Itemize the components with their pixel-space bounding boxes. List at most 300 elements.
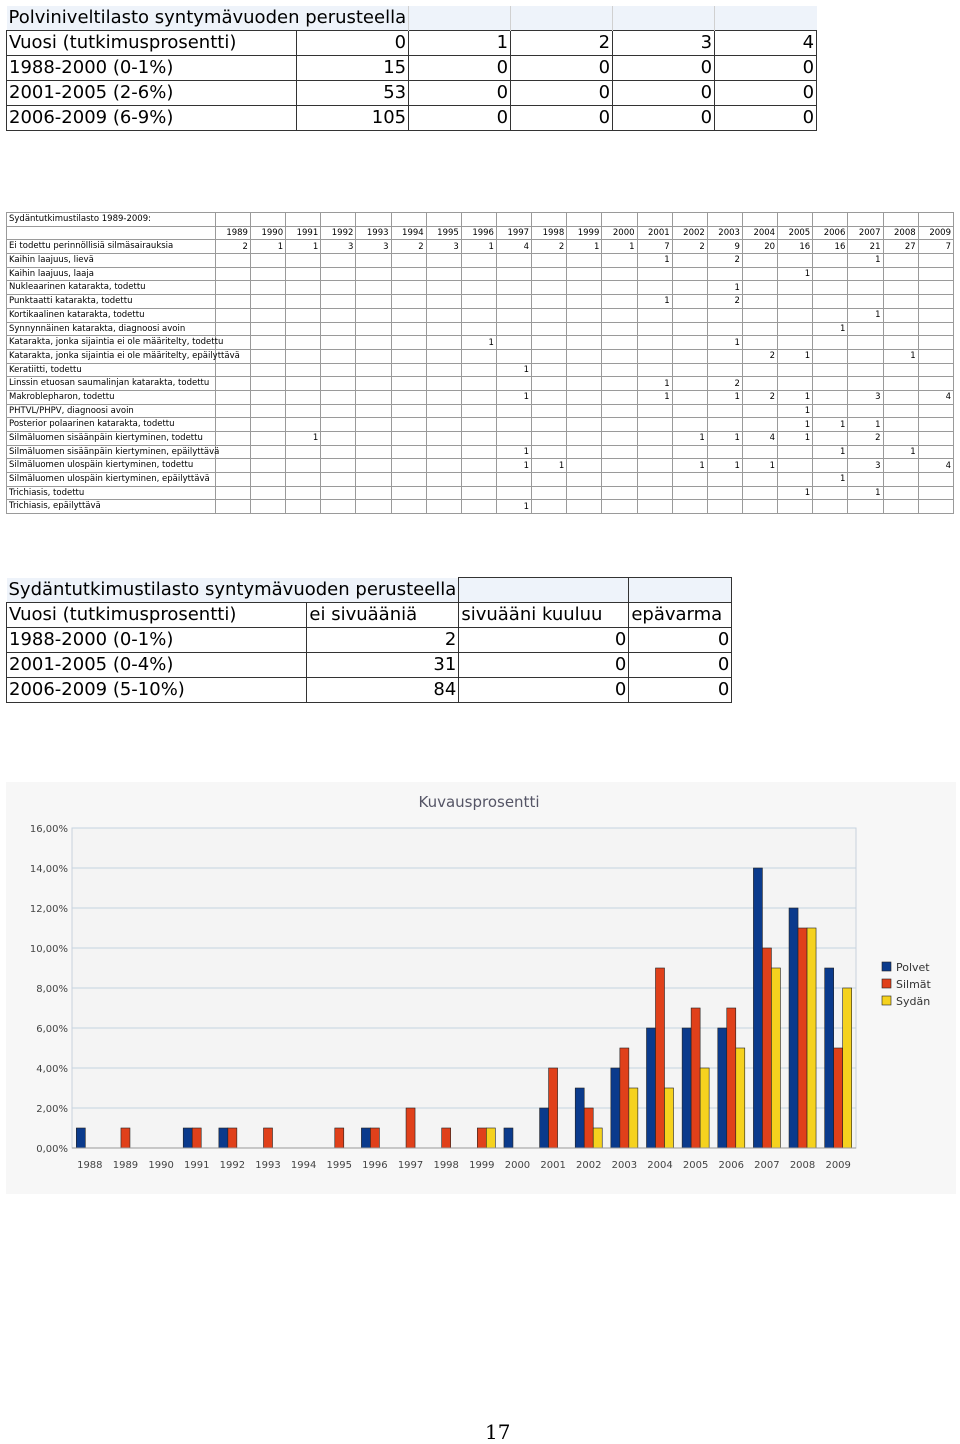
polvi-header-cell: 3 (613, 31, 715, 56)
table-cell (321, 404, 356, 418)
sydan-table (6, 577, 732, 703)
table-cell (215, 295, 250, 309)
row-label: Punktaatti katarakta, todettu (9, 296, 133, 307)
table-cell (637, 267, 672, 281)
table-cell (532, 363, 567, 377)
table-cell (567, 445, 602, 459)
table-cell (391, 486, 426, 500)
table-cell (532, 418, 567, 432)
table-cell (356, 418, 391, 432)
bar-silmät (727, 1008, 736, 1148)
table-cell (496, 473, 531, 487)
table-cell (321, 322, 356, 336)
table-cell (918, 336, 953, 350)
row-label: Posterior polaarinen katarakta, todettu (9, 419, 175, 430)
table-cell (813, 404, 848, 418)
table-cell (707, 486, 742, 500)
table-cell (742, 254, 777, 268)
year-header-cell: 2008 (883, 226, 918, 240)
table-cell (778, 473, 813, 487)
table-row (7, 336, 954, 350)
table-cell (461, 404, 496, 418)
y-tick-label: 4,00% (36, 1064, 68, 1075)
table-cell (567, 473, 602, 487)
x-tick-label: 1991 (184, 1160, 210, 1171)
table-cell (918, 486, 953, 500)
table-cell: 27 (883, 240, 918, 254)
table-cell (532, 322, 567, 336)
sydan-cell: 2001-2005 (0-4%) (7, 653, 307, 678)
table-cell (567, 363, 602, 377)
table-cell (778, 254, 813, 268)
table-row (7, 267, 954, 281)
table-cell (250, 459, 285, 473)
table-cell (848, 445, 883, 459)
row-label: Katarakta, jonka sijaintia ei ole määritelty, epäilyttävä (9, 350, 240, 361)
polvi-cell: 0 (511, 106, 613, 131)
y-tick-label: 16,00% (29, 824, 68, 835)
table-cell (707, 500, 742, 514)
table-cell (461, 295, 496, 309)
table-cell (250, 404, 285, 418)
table-cell (742, 418, 777, 432)
table-cell: 1 (707, 432, 742, 446)
table-cell (672, 281, 707, 295)
table-cell: 1 (707, 281, 742, 295)
bar-polvet (825, 968, 834, 1148)
table-cell (602, 445, 637, 459)
table-cell: 16 (778, 240, 813, 254)
table-cell (321, 308, 356, 322)
polvi-cell: 0 (715, 56, 817, 81)
table-cell (672, 267, 707, 281)
bar-sydän (771, 968, 780, 1148)
chart-svg (6, 782, 956, 1194)
table-cell (356, 281, 391, 295)
x-tick-label: 1994 (290, 1160, 317, 1171)
polvi-cell: 53 (296, 81, 408, 106)
x-tick-label: 1988 (77, 1160, 103, 1171)
table-row (7, 459, 954, 473)
x-tick-label: 2006 (718, 1160, 744, 1171)
sydantutkimus-table-title: Sydäntutkimustilasto 1989-2009: (7, 213, 216, 227)
table-cell (215, 486, 250, 500)
table-cell (496, 432, 531, 446)
table-cell (637, 281, 672, 295)
table-cell (461, 308, 496, 322)
x-tick-label: 2008 (789, 1160, 816, 1171)
sydan-header-cell: epävarma (629, 603, 732, 628)
table-cell (461, 418, 496, 432)
table-cell (567, 377, 602, 391)
table-cell: 2 (742, 349, 777, 363)
y-tick-label: 8,00% (36, 984, 68, 995)
table-cell (707, 445, 742, 459)
x-tick-label: 1995 (326, 1160, 352, 1171)
table-cell (356, 473, 391, 487)
table-cell: 1 (707, 390, 742, 404)
table-cell (742, 486, 777, 500)
row-label: Synnynnäinen katarakta, diagnoosi avoin (9, 323, 186, 334)
table-cell (672, 390, 707, 404)
table-cell (742, 363, 777, 377)
sydantutkimus-table (6, 212, 954, 514)
table-cell (742, 322, 777, 336)
table-cell (391, 404, 426, 418)
legend-swatch (882, 979, 891, 988)
table-cell (496, 349, 531, 363)
bar-sydän (843, 988, 852, 1148)
table-cell (672, 377, 707, 391)
page-number: 17 (485, 1420, 511, 1444)
table-cell (567, 349, 602, 363)
table-cell (672, 418, 707, 432)
table-cell (637, 336, 672, 350)
table-cell: 1 (883, 349, 918, 363)
row-label: Kaihin laajuus, lievä (9, 255, 94, 266)
table-cell (250, 473, 285, 487)
table-cell (321, 295, 356, 309)
row-label: Ei todettu perinnöllisiä silmäsairauksia (9, 241, 174, 252)
table-cell (532, 445, 567, 459)
table-cell (602, 390, 637, 404)
table-cell: 7 (637, 240, 672, 254)
table-cell (426, 473, 461, 487)
table-cell (918, 267, 953, 281)
table-cell: 2 (391, 240, 426, 254)
polvi-cell: 105 (296, 106, 408, 131)
table-cell (461, 363, 496, 377)
table-cell (637, 445, 672, 459)
table-cell (461, 349, 496, 363)
table-cell (250, 418, 285, 432)
x-tick-label: 2004 (647, 1160, 673, 1171)
table-cell (356, 377, 391, 391)
table-cell (286, 473, 321, 487)
table-cell (391, 473, 426, 487)
table-cell (813, 267, 848, 281)
table-cell (461, 281, 496, 295)
table-cell (883, 500, 918, 514)
table-cell: 1 (496, 363, 531, 377)
table-cell: 1 (461, 336, 496, 350)
table-cell (426, 404, 461, 418)
table-cell (321, 418, 356, 432)
table-cell (215, 281, 250, 295)
table-cell: 1 (637, 254, 672, 268)
polvi-cell: 0 (715, 81, 817, 106)
bar-polvet (789, 908, 798, 1148)
table-cell (813, 281, 848, 295)
table-cell (672, 473, 707, 487)
table-row (7, 377, 954, 391)
table-cell (496, 486, 531, 500)
table-cell (707, 363, 742, 377)
table-cell (778, 295, 813, 309)
table-cell (286, 308, 321, 322)
table-cell (602, 267, 637, 281)
chart-title: Kuvausprosentti (418, 793, 540, 811)
legend-label: Polvet (896, 961, 930, 974)
row-label: Keratiitti, todettu (9, 364, 82, 375)
table-cell (602, 500, 637, 514)
table-cell (883, 459, 918, 473)
table-cell (356, 459, 391, 473)
sydan-cell: 84 (307, 678, 459, 703)
table-cell (496, 418, 531, 432)
x-tick-label: 2000 (504, 1160, 531, 1171)
sydan-cell: 0 (629, 628, 732, 653)
table-cell: 1 (496, 500, 531, 514)
table-cell (496, 295, 531, 309)
x-tick-label: 2005 (682, 1160, 709, 1171)
table-cell (250, 486, 285, 500)
table-cell (883, 295, 918, 309)
bar-sydän (629, 1088, 638, 1148)
x-tick-label: 1993 (255, 1160, 281, 1171)
table-cell (286, 486, 321, 500)
table-cell (426, 349, 461, 363)
table-cell (602, 363, 637, 377)
table-cell: 3 (321, 240, 356, 254)
table-cell (321, 336, 356, 350)
polvi-cell: 0 (409, 106, 511, 131)
year-header-cell: 1995 (426, 226, 461, 240)
table-cell (496, 308, 531, 322)
table-cell (461, 377, 496, 391)
table-cell (391, 267, 426, 281)
polvi-table-title: Polviniveltilasto syntymävuoden perusteella (7, 6, 409, 31)
table-cell (813, 500, 848, 514)
year-header-cell: 1994 (391, 226, 426, 240)
table-cell (461, 459, 496, 473)
table-cell (391, 500, 426, 514)
table-cell (813, 295, 848, 309)
bar-silmät (549, 1068, 558, 1148)
table-cell: 1 (496, 445, 531, 459)
table-cell (918, 295, 953, 309)
x-tick-label: 1997 (397, 1160, 424, 1171)
table-cell (426, 322, 461, 336)
table-cell (250, 308, 285, 322)
table-cell: 1 (778, 349, 813, 363)
legend-swatch (882, 962, 891, 971)
table-cell: 1 (883, 445, 918, 459)
polvi-cell: 2001-2005 (2-6%) (7, 81, 297, 106)
polvi-cell: 0 (715, 106, 817, 131)
legend-label: Silmät (896, 978, 931, 991)
table-cell (426, 459, 461, 473)
bar-polvet (76, 1128, 85, 1148)
polvi-cell: 2006-2009 (6-9%) (7, 106, 297, 131)
x-tick-label: 1999 (469, 1160, 495, 1171)
table-cell: 1 (778, 390, 813, 404)
bar-silmät (762, 948, 771, 1148)
table-cell (778, 281, 813, 295)
table-cell (672, 254, 707, 268)
table-cell (286, 390, 321, 404)
y-tick-label: 2,00% (36, 1104, 68, 1115)
table-cell (813, 363, 848, 377)
table-cell (848, 500, 883, 514)
table-cell (286, 459, 321, 473)
table-cell: 1 (637, 377, 672, 391)
table-cell (426, 418, 461, 432)
table-cell (215, 308, 250, 322)
table-cell: 1 (778, 267, 813, 281)
table-cell (918, 377, 953, 391)
polvi-cell: 0 (613, 56, 715, 81)
year-header-cell: 2005 (778, 226, 813, 240)
table-cell (637, 473, 672, 487)
table-cell (637, 322, 672, 336)
bar-silmät (656, 968, 665, 1148)
table-cell: 1 (848, 308, 883, 322)
table-cell (496, 336, 531, 350)
table-cell (637, 459, 672, 473)
table-cell (918, 500, 953, 514)
table-cell (356, 445, 391, 459)
table-cell (286, 281, 321, 295)
table-cell (321, 432, 356, 446)
bar-silmät (335, 1128, 344, 1148)
table-cell: 2 (215, 240, 250, 254)
table-cell (883, 377, 918, 391)
bar-silmät (121, 1128, 130, 1148)
table-cell (250, 254, 285, 268)
table-cell (567, 418, 602, 432)
table-cell: 1 (286, 432, 321, 446)
legend-swatch (882, 996, 891, 1005)
table-cell (883, 322, 918, 336)
table-cell (286, 404, 321, 418)
x-tick-label: 1992 (219, 1160, 246, 1171)
table-cell (461, 390, 496, 404)
table-cell (250, 336, 285, 350)
table-cell (250, 281, 285, 295)
table-cell: 20 (742, 240, 777, 254)
table-cell: 16 (813, 240, 848, 254)
table-cell (286, 363, 321, 377)
year-header-cell: 2004 (742, 226, 777, 240)
table-cell (813, 349, 848, 363)
row-label: Kaihin laajuus, laaja (9, 268, 94, 279)
table-cell: 1 (461, 240, 496, 254)
polvi-cell: 0 (409, 56, 511, 81)
table-cell (883, 418, 918, 432)
sydan-cell: 0 (459, 653, 629, 678)
year-header-cell: 1989 (215, 226, 250, 240)
year-header-cell: 1991 (286, 226, 321, 240)
table-cell: 1 (567, 240, 602, 254)
bar-sydän (807, 928, 816, 1148)
table-cell (918, 254, 953, 268)
table-cell (215, 404, 250, 418)
table-cell (356, 295, 391, 309)
bar-sydän (486, 1128, 495, 1148)
table-cell (356, 308, 391, 322)
table-cell (742, 445, 777, 459)
table-cell (250, 377, 285, 391)
table-cell (637, 418, 672, 432)
table-cell: 2 (707, 377, 742, 391)
year-header-cell: 2000 (602, 226, 637, 240)
table-cell (215, 418, 250, 432)
table-cell (637, 486, 672, 500)
table-cell (848, 281, 883, 295)
table-cell (356, 500, 391, 514)
table-cell (356, 363, 391, 377)
x-tick-label: 2003 (611, 1160, 638, 1171)
row-label: Silmäluomen ulospäin kiertyminen, todettu (9, 460, 194, 471)
table-cell (496, 404, 531, 418)
sydan-header-cell: Vuosi (tutkimusprosentti) (7, 603, 307, 628)
table-cell (532, 404, 567, 418)
table-cell (391, 418, 426, 432)
table-cell (883, 254, 918, 268)
table-cell (250, 390, 285, 404)
table-cell: 1 (813, 322, 848, 336)
table-cell (567, 336, 602, 350)
row-label: Makroblepharon, todettu (9, 391, 115, 402)
table-cell (532, 281, 567, 295)
table-cell (567, 308, 602, 322)
table-row (7, 678, 732, 703)
table-cell (567, 254, 602, 268)
table-cell (321, 254, 356, 268)
table-cell (778, 322, 813, 336)
row-label: Katarakta, jonka sijaintia ei ole määritelty, todettu (9, 337, 224, 348)
table-row (7, 628, 732, 653)
table-row (7, 500, 954, 514)
table-cell (321, 349, 356, 363)
table-cell (426, 254, 461, 268)
sydan-cell: 31 (307, 653, 459, 678)
table-row (7, 486, 954, 500)
table-row (7, 254, 954, 268)
table-cell (391, 445, 426, 459)
table-row (7, 445, 954, 459)
table-cell: 1 (848, 486, 883, 500)
table-cell (883, 486, 918, 500)
polvi-cell: 0 (409, 81, 511, 106)
sydan-header-row (7, 603, 732, 628)
table-row (7, 418, 954, 432)
polvi-cell: 0 (511, 81, 613, 106)
table-cell (778, 459, 813, 473)
table-cell (215, 322, 250, 336)
bar-silmät (834, 1048, 843, 1148)
table-cell (461, 486, 496, 500)
table-cell (391, 336, 426, 350)
table-cell (391, 432, 426, 446)
table-cell (742, 377, 777, 391)
table-cell: 1 (813, 445, 848, 459)
table-cell (391, 349, 426, 363)
table-cell: 2 (742, 390, 777, 404)
table-cell (918, 281, 953, 295)
table-cell (672, 500, 707, 514)
table-cell: 1 (778, 418, 813, 432)
bar-polvet (219, 1128, 228, 1148)
bar-silmät (228, 1128, 237, 1148)
sydan-cell: 0 (629, 653, 732, 678)
table-cell: 3 (356, 240, 391, 254)
table-cell (778, 308, 813, 322)
table-cell (742, 500, 777, 514)
table-row (7, 432, 954, 446)
table-cell (286, 295, 321, 309)
